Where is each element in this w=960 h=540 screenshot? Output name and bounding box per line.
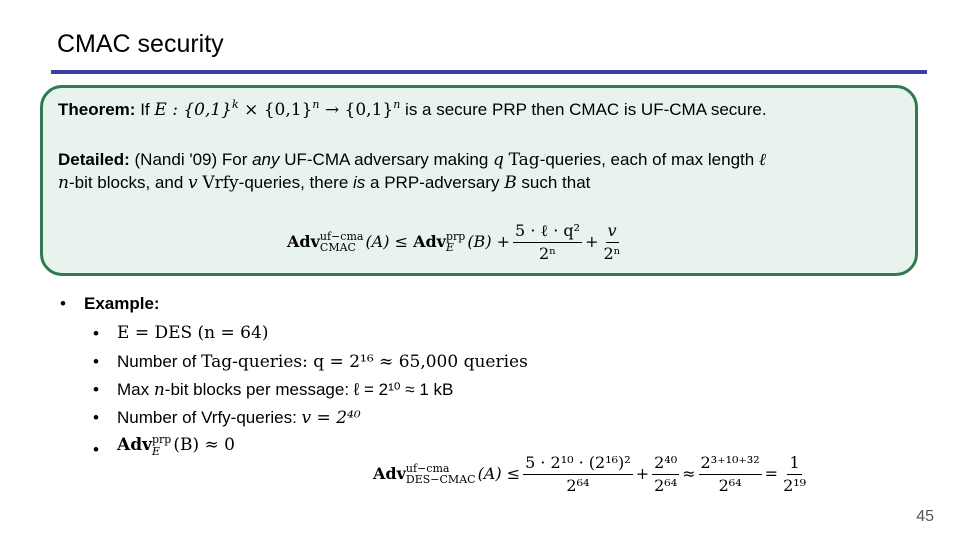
des-f3-num: 2³⁺¹⁰⁺³² xyxy=(699,454,762,475)
des-formula-arg: (A) ≤ xyxy=(477,464,521,484)
detailed-ell: ℓ xyxy=(758,150,767,170)
des-f2-den: 2⁶⁴ xyxy=(654,475,678,495)
example-item-1: E = DES (n = 64) xyxy=(117,323,269,343)
detailed-line-1 xyxy=(58,151,766,169)
formula-frac-1 xyxy=(513,222,582,262)
example-bullet: • xyxy=(60,294,66,313)
theorem-k: k xyxy=(232,98,239,111)
item5-post: (B) ≈ 0 xyxy=(173,435,235,456)
example-label: Example: xyxy=(84,294,160,313)
des-frac-1 xyxy=(523,454,633,494)
des-f4-num: 1 xyxy=(787,454,801,475)
frac2-den: 2ⁿ xyxy=(603,243,621,263)
frac1-num: 5 · ℓ · q² xyxy=(513,222,582,243)
detailed2-a: -bit blocks, and xyxy=(68,173,189,192)
formula-plus: + xyxy=(585,232,599,252)
item4-post: v = 2⁴⁰ xyxy=(301,408,361,428)
detailed2-is: is xyxy=(353,173,366,192)
item2-pre: Number of xyxy=(117,352,202,371)
item2-post: -queries: q = 2¹⁶ ≈ 65,000 queries xyxy=(232,352,528,372)
detailed2-n: n xyxy=(58,173,69,193)
theorem-n1: n xyxy=(312,98,320,111)
formula-arg1: (A) ≤ xyxy=(365,232,408,252)
item5-sub: E xyxy=(151,444,160,458)
des-cmac-formula xyxy=(373,454,811,494)
item5-sup: prp xyxy=(151,433,172,446)
formula-frac-2 xyxy=(601,222,622,262)
des-f2-num: 2⁴⁰ xyxy=(652,454,679,475)
theorem-if: If xyxy=(140,100,155,119)
slide-title: CMAC security xyxy=(57,30,224,58)
des-formula-sup: uf−cma xyxy=(405,461,450,475)
des-f3-den: 2⁶⁴ xyxy=(718,475,742,495)
detailed-any: any xyxy=(252,150,280,169)
detailed-line-2 xyxy=(58,174,590,192)
theorem-n2: n xyxy=(393,98,401,111)
item3-pre: Max xyxy=(117,380,154,399)
item4-pre: Number of Vrfy-queries: xyxy=(117,408,302,427)
formula-arg2: (B) + xyxy=(467,232,511,252)
detailed-tag: Tag xyxy=(508,150,540,170)
example-item-bullet: • xyxy=(93,324,99,343)
item5-adv: Adv xyxy=(117,435,152,456)
example-item-bullet: • xyxy=(93,380,99,399)
theorem-arrow: → {0,1} xyxy=(319,100,394,120)
detailed-text-c: -queries, each of max length xyxy=(539,150,759,169)
frac2-num: v xyxy=(606,222,619,243)
title-underline xyxy=(51,70,927,74)
page-number: 45 xyxy=(916,508,934,525)
item3-n: n xyxy=(153,380,165,400)
item3-post: -bit blocks per message: ℓ = 2¹⁰ ≈ 1 kB xyxy=(164,380,454,399)
theorem-label: Theorem: xyxy=(58,100,136,119)
des-formula-sub: DES−CMAC xyxy=(405,473,476,487)
des-eq: = xyxy=(764,464,779,484)
formula-sub1: CMAC xyxy=(319,241,356,255)
example-item-bullet: • xyxy=(93,408,99,427)
detailed2-b: -queries, there xyxy=(238,173,354,192)
formula-sub2: E xyxy=(445,241,454,255)
detailed-label: Detailed: xyxy=(58,150,130,169)
detailed-q: q xyxy=(493,150,504,170)
detailed2-v: v xyxy=(188,173,198,193)
theorem-times: × {0,1} xyxy=(238,100,313,120)
theorem-formula xyxy=(287,222,626,262)
des-f1-num: 5 · 2¹⁰ · (2¹⁶)² xyxy=(523,454,633,475)
detailed2-d: such that xyxy=(516,173,591,192)
example-item-2 xyxy=(117,353,528,371)
theorem-rest: is a secure PRP then CMAC is UF-CMA secure. xyxy=(400,100,767,119)
example-item-4 xyxy=(117,409,361,427)
des-frac-3 xyxy=(699,454,762,494)
formula-adv1: Adv xyxy=(287,232,320,252)
des-f1-den: 2⁶⁴ xyxy=(566,475,590,495)
detailed2-vrfy: Vrfy xyxy=(202,173,239,193)
item2-tag: Tag xyxy=(201,352,233,372)
des-plus: + xyxy=(635,464,650,484)
des-formula-adv: Adv xyxy=(373,464,406,484)
detailed2-B: B xyxy=(504,173,517,193)
example-item-3 xyxy=(117,381,453,399)
detailed-text-b: UF-CMA adversary making xyxy=(279,150,494,169)
des-frac-2 xyxy=(652,454,679,494)
example-item-5 xyxy=(117,434,235,457)
theorem-statement xyxy=(58,98,767,120)
des-f4-den: 2¹⁹ xyxy=(783,475,807,495)
detailed2-c: a PRP-adversary xyxy=(365,173,505,192)
formula-adv2: Adv xyxy=(413,232,446,252)
des-frac-4 xyxy=(781,454,808,494)
detailed-text-a: (Nandi '09) For xyxy=(129,150,253,169)
formula-sup1: uf−cma xyxy=(319,229,364,243)
example-item-bullet: • xyxy=(93,440,99,459)
formula-sup2: prp xyxy=(445,229,466,243)
example-item-bullet: • xyxy=(93,352,99,371)
des-approx: ≈ xyxy=(682,464,696,484)
frac1-den: 2ⁿ xyxy=(539,243,557,263)
theorem-sig: E : {0,1} xyxy=(154,100,232,120)
